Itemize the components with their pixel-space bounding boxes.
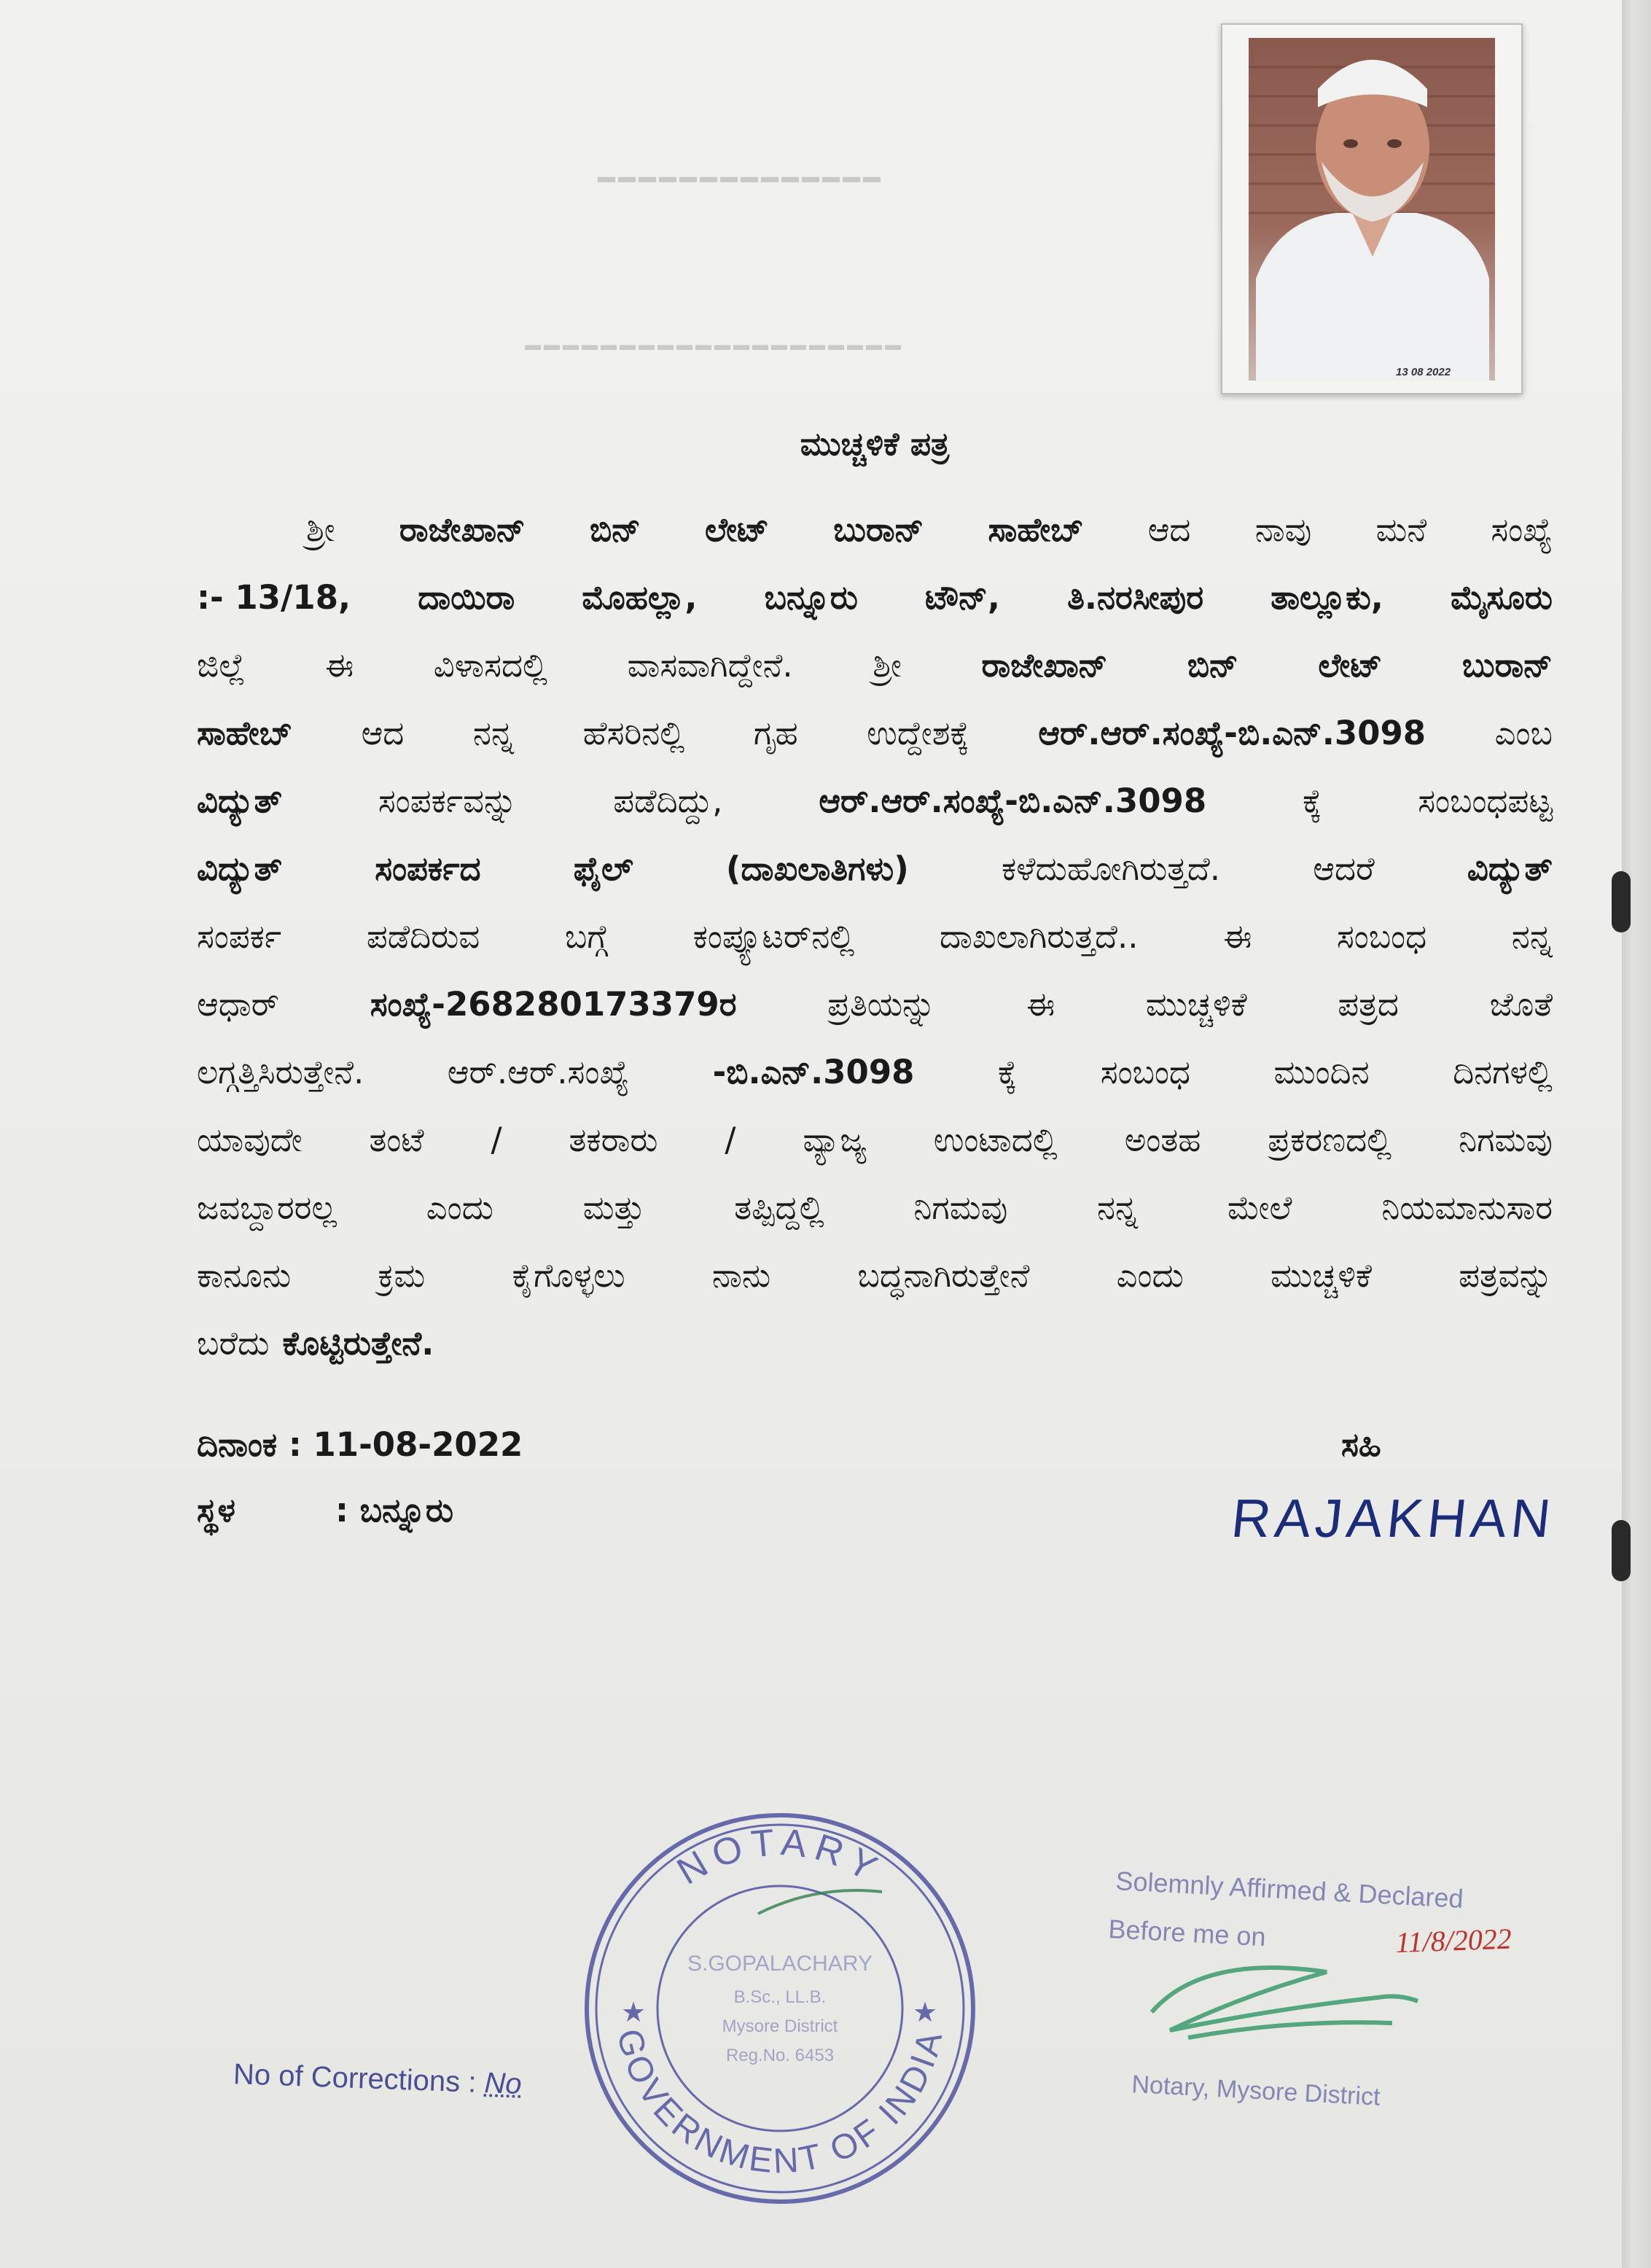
body-word: ನಿಗಮವು [913, 1188, 1008, 1227]
corrections-value: No [483, 2067, 523, 2100]
stamp-line-1: Solemnly Affirmed & Declared [1115, 1866, 1464, 1914]
body-word: ಕ್ರಮ [378, 1255, 426, 1295]
body-word: ದಿನಗಳಲ್ಲಿ [1453, 1052, 1553, 1091]
body-line [306, 496, 1553, 564]
body-word: ವಿದ್ಯುತ್ [197, 781, 283, 820]
body-word: ನನ್ನ [1511, 916, 1553, 956]
date-line: ದಿನಾಂಕ : 11-08-2022 [197, 1425, 523, 1464]
body-word: / [725, 1121, 736, 1159]
handwritten-date: 11/8/2022 [1394, 1922, 1513, 1959]
seal-reg-no: Reg.No. 6453 [725, 2046, 835, 2065]
body-word: ವಾಸವಾಗಿದ್ದೇನೆ. [627, 645, 793, 685]
place-label: ಸ್ಥಳ [197, 1491, 235, 1529]
star-icon: ★ [913, 1996, 938, 2028]
body-word: ಪಡೆದಿದ್ದು, [613, 781, 723, 820]
body-word: ಸಂಬಂಧ [1100, 1052, 1191, 1091]
body-word: ಆರ್.ಆರ್.ಸಂಖ್ಯೆ-ಬಿ.ಎನ್.3098 [819, 781, 1207, 820]
body-word: ಮೈಸೂರು [1450, 577, 1553, 617]
seal-top-text: NOTARY [670, 1821, 891, 1893]
body-word: ಪತ್ರವನ್ನು [1459, 1255, 1553, 1295]
seal-district: Mysore District [722, 2016, 838, 2036]
body-word: ಪ್ರಕರಣದಲ್ಲಿ [1268, 1120, 1392, 1159]
body-word: ನಿಗಮವು [1459, 1120, 1553, 1159]
body-word: ಲೇಟ್ [705, 510, 769, 549]
body-word: ಆದ [1147, 510, 1191, 549]
stamp-line-3: Notary, Mysore District [1131, 2070, 1381, 2111]
portrait-image [1249, 38, 1495, 381]
bleed-through-text: ▬▬▬▬▬▬▬▬▬▬▬▬▬▬▬▬▬▬▬▬ [525, 335, 904, 354]
body-word: ಮುಚ್ಚಳಿಕೆ [1145, 984, 1247, 1024]
body-word: ಬದ್ಧನಾಗಿರುತ್ತೇನೆ [857, 1255, 1030, 1295]
body-word: ಈ [325, 645, 354, 685]
body-line [197, 1242, 1553, 1309]
initial-stroke [758, 1890, 882, 1914]
body-word: ಬಿನ್ [1187, 645, 1238, 685]
body-word: ಉದ್ದೇಶಕ್ಕೆ [867, 713, 969, 752]
body-word: ಅಂತಹ [1124, 1120, 1201, 1159]
body-word: ತಕರಾರು [569, 1120, 658, 1159]
body-word: ರಾಜೇಖಾನ್ [981, 645, 1108, 685]
corrections-line [233, 2058, 522, 2101]
page-edge [1622, 0, 1651, 2268]
body-line [197, 1038, 1553, 1106]
body-line [197, 835, 1553, 903]
body-line [197, 1309, 1553, 1377]
body-word: ಬುರಾನ್ [833, 510, 924, 549]
body-word: ವಿದ್ಯುತ್ [1467, 849, 1553, 888]
body-word: ಬಗ್ಗೆ [564, 916, 609, 956]
body-word: ಪ್ರತಿಯನ್ನು [827, 984, 936, 1024]
body-word: ಮುಂದಿನ [1273, 1052, 1370, 1091]
body-word: ಪತ್ರದ [1338, 984, 1399, 1024]
body-word: ಸಾಹೇಬ್ [197, 713, 293, 752]
body-word: ಶ್ರೀ [873, 645, 902, 685]
body-word: ನಾನು [711, 1255, 771, 1295]
body-word: ಟೌನ್, [925, 577, 1000, 617]
bleed-through-text: ▬▬▬▬▬▬▬▬▬▬▬▬▬▬ [598, 168, 883, 187]
body-word: ಪಡೆದಿರುವ [366, 916, 480, 956]
body-word: ಸಂಪರ್ಕದ [375, 849, 481, 888]
place-value: : ಬನ್ನೂರು [335, 1491, 454, 1529]
body-word: ವ್ಯಾಜ್ಯ [803, 1120, 867, 1159]
body-word: ಮತ್ತು [582, 1188, 645, 1227]
body-word: ಎಂದು [1116, 1255, 1184, 1295]
notary-seal [576, 1804, 984, 2213]
body-word: ರಾಜೇಖಾನ್ [399, 510, 526, 549]
body-word: ಲೇಟ್ [1318, 645, 1383, 685]
star-icon: ★ [621, 1996, 647, 2028]
body-word: ನಿಯಮಾನುಸಾರ [1381, 1188, 1553, 1227]
corrections-label: No of Corrections : [233, 2058, 477, 2099]
body-word: ಆಧಾರ್ [197, 984, 280, 1024]
body-word: ಕಂಪ್ಯೂಟರ್‌ನಲ್ಲಿ [692, 916, 855, 956]
body-line [197, 767, 1553, 835]
notary-signature [1152, 1968, 1418, 2038]
body-word: ತಪ್ಪಿದ್ದಲ್ಲಿ [734, 1188, 824, 1227]
body-word: ತಂಟೆ [369, 1120, 424, 1159]
body-word: ಎಂಬ [1494, 713, 1553, 752]
notary-declaration-stamp [1086, 1844, 1582, 2121]
body-word: ಈ [1026, 984, 1055, 1024]
body-line [197, 699, 1553, 767]
body-word: ಮೊಹಲ್ಲಾ, [582, 577, 698, 617]
body-word: ನನ್ನ [1097, 1188, 1139, 1227]
photo-date: 13 08 2022 [1396, 366, 1451, 378]
body-line [197, 564, 1553, 631]
body-word: ಸಂಬಂಧ [1336, 916, 1427, 956]
seal-qualification: B.Sc., LL.B. [733, 1987, 827, 2007]
body-word: ಯಾವುದೇ [197, 1120, 303, 1159]
body-word: ಕೈಗೊಳ್ಳಲು [512, 1255, 625, 1295]
seal-name: S.GOPALACHARY [687, 1952, 873, 1976]
body-word: ಎಂದು [426, 1188, 493, 1227]
body-word: ವಿಳಾಸದಲ್ಲಿ [433, 645, 548, 685]
body-word: :- 13/18, [197, 578, 351, 617]
body-word: ಕಾನೂನು [197, 1255, 292, 1295]
seal-bottom-text: GOVERNMENT OF INDIA [609, 2025, 951, 2181]
body-word: ಆದರೆ [1313, 849, 1375, 888]
body-word: ಜಿಲ್ಲೆ [197, 645, 246, 685]
body-word: ಬಿನ್ [589, 510, 641, 549]
body-word: ನಾವು [1254, 510, 1312, 549]
body-word: ಆರ್.ಆರ್.ಸಂಖ್ಯೆ [447, 1052, 630, 1091]
body-word: ದಾಖಲಾಗಿರುತ್ತದೆ.. [939, 916, 1139, 956]
body-word: ದಾಯಿರಾ [418, 577, 515, 617]
body-word: ಕಳೆದುಹೋಗಿರುತ್ತದೆ. [1001, 849, 1221, 888]
body-word: ಹೆಸರಿನಲ್ಲಿ [582, 713, 685, 752]
body-word: ಮೇಲೆ [1227, 1188, 1292, 1227]
body-word: ಆರ್.ಆರ್.ಸಂಖ್ಯೆ-ಬಿ.ಎನ್.3098 [1038, 713, 1426, 752]
body-word: ಸಂಖ್ಯೆ [1491, 510, 1553, 549]
body-word: -ಬಿ.ಎನ್.3098 [712, 1052, 915, 1091]
body-word: ತಾಲ್ಲೂಕು, [1271, 577, 1383, 617]
body-word: ಮುಚ್ಚಳಿಕೆ [1271, 1255, 1372, 1295]
binder-hole [1612, 871, 1631, 932]
body-line [197, 970, 1553, 1038]
body-word: ಸಂಖ್ಯೆ-268280173379ರ [370, 984, 737, 1024]
body-line [197, 1174, 1553, 1242]
body-word: ಬರೆದು [197, 1323, 270, 1363]
body-word: ಜವಬ್ದಾರರಲ್ಲ [197, 1188, 337, 1227]
body-word: ಫೈಲ್ [573, 849, 633, 888]
passport-photo [1221, 23, 1523, 394]
body-word: ಈ [1223, 916, 1252, 956]
body-word: ಕ್ಕೆ [1303, 781, 1322, 820]
body-word: ಮನೆ [1375, 510, 1427, 549]
body-word: (ದಾಖಲಾತಿಗಳು) [725, 849, 909, 888]
body-word: ಜೊತೆ [1489, 984, 1553, 1024]
body-word: ಕ್ಕೆ [997, 1052, 1018, 1091]
body-word: ಬುರಾನ್ [1461, 645, 1553, 685]
body-line [197, 631, 1553, 699]
body-word: ಸಾಹೇಬ್ [988, 510, 1084, 549]
body-word: ಸಂಪರ್ಕವನ್ನು [378, 781, 518, 820]
body-word: ವಿದ್ಯುತ್ [197, 849, 283, 888]
body-word: ಗೃಹ [753, 713, 798, 752]
body-word: ನನ್ನ [472, 713, 515, 752]
body-word: ಸಂಪರ್ಕ [197, 916, 282, 956]
body-word: ಆದ [361, 713, 405, 752]
document-title: ಮುಚ್ಚಳಿಕೆ ಪತ್ರ [800, 426, 950, 463]
body-word: ಸಂಬಂಧಪಟ್ಟ [1418, 781, 1553, 820]
body-word: ತಿ.ನರಸೀಪುರ [1067, 577, 1204, 617]
body-word: ಬನ್ನೂರು [764, 577, 858, 617]
body-word: ಕೊಟ್ಟಿರುತ್ತೇನೆ. [282, 1323, 434, 1363]
handwritten-signature: RAJAKHAN [1228, 1488, 1558, 1548]
body-line [197, 903, 1553, 970]
signature-label: ಸಹಿ [1341, 1425, 1381, 1464]
body-line [197, 1106, 1553, 1174]
body-word: ಉಂಟಾದಲ್ಲಿ [933, 1120, 1058, 1159]
body-word: ಶ್ರೀ [306, 510, 335, 549]
stamp-line-2: Before me on [1107, 1914, 1267, 1952]
body-word: ಲಗ್ಗತ್ತಿಸಿರುತ್ತೇನೆ. [197, 1052, 364, 1091]
binder-hole [1612, 1520, 1631, 1581]
body-word: / [491, 1121, 502, 1159]
